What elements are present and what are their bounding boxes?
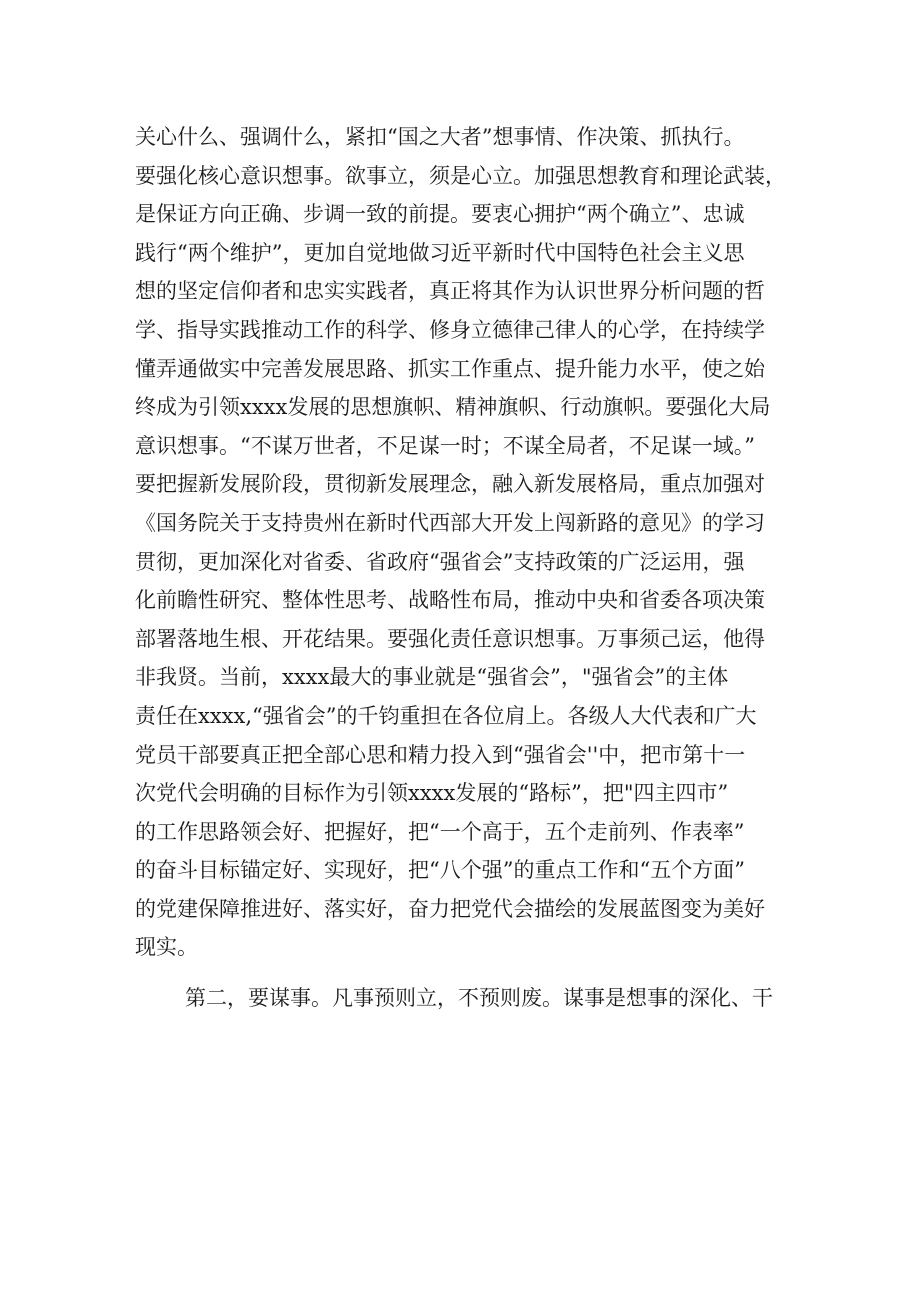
text-line: 要强化核心意识想事。欲事立，须是心立。加强思想教育和理论武装， [135,163,786,188]
text-line: 的工作思路领会好、把握好，把“一个高于，五个走前列、作表率” [135,819,745,844]
text-line: 党员干部要真正把全部心思和精力投入到“强省会''中，把市第十一 [135,742,746,767]
text-line: 化前瞻性研究、整体性思考、战略性布局，推动中央和省委各项决策 [135,588,765,613]
text-line: 是保证方向正确、步调一致的前提。要衷心拥护“两个确立”、忠诚 [135,202,745,227]
text-line: 的党建保障推进好、落实好，奋力把党代会描绘的发展蓝图变为美好 [135,896,765,921]
text-line: 终成为引领xxxx发展的思想旗帜、精神旗帜、行动旗帜。要强化大局 [135,395,771,420]
text-line: 践行“两个维护”，更加自觉地做习近平新时代中国特色社会主义思 [135,240,745,265]
document-body [135,118,795,1018]
text-line: 懂弄通做实中完善发展思路、抓实工作重点、提升能力水平，使之始 [135,356,765,381]
text-line: 次党代会明确的目标作为引领xxxx发展的“路标”，把"四主四市” [135,781,729,806]
text-line: 想的坚定信仰者和忠实实践者，真正将其作为认识世界分析问题的哲 [135,279,765,304]
paragraph-gap [135,967,795,979]
paragraph-2 [135,979,795,1018]
text-line: 现实。 [135,935,198,960]
paragraph-1 [135,118,795,967]
text-line: 责任在xxxx,“强省会”的千钧重担在各位肩上。各级人大代表和广大 [135,703,757,728]
text-line: 关心什么、强调什么，紧扣“国之大者”想事情、作决策、抓执行。 [135,125,745,149]
text-line: 意识想事。“不谋万世者，不足谋一时；不谋全局者，不足谋一域。” [135,433,755,458]
text-line: 学、指导实践推动工作的科学、修身立德律己律人的心学，在持续学 [135,317,765,342]
text-line: 《国务院关于支持贵州在新时代西部大开发上闯新路的意见》的学习 [135,510,765,535]
text-line: 第二，要谋事。凡事预则立，不预则废。谋事是想事的深化、干 [185,986,773,1011]
text-line: 部署落地生根、开花结果。要强化责任意识想事。万事须己运，他得 [135,626,765,651]
text-line: 要把握新发展阶段，贯彻新发展理念，融入新发展格局，重点加强对 [135,472,765,497]
text-line: 的奋斗目标锚定好、实现好，把“八个强”的重点工作和“五个方面” [135,858,745,883]
text-line: 贯彻，更加深化对省委、省政府“强省会”支持政策的广泛运用，强 [135,549,745,574]
text-line: 非我贤。当前，xxxx最大的事业就是“强省会”，"强省会”的主体 [135,665,729,690]
